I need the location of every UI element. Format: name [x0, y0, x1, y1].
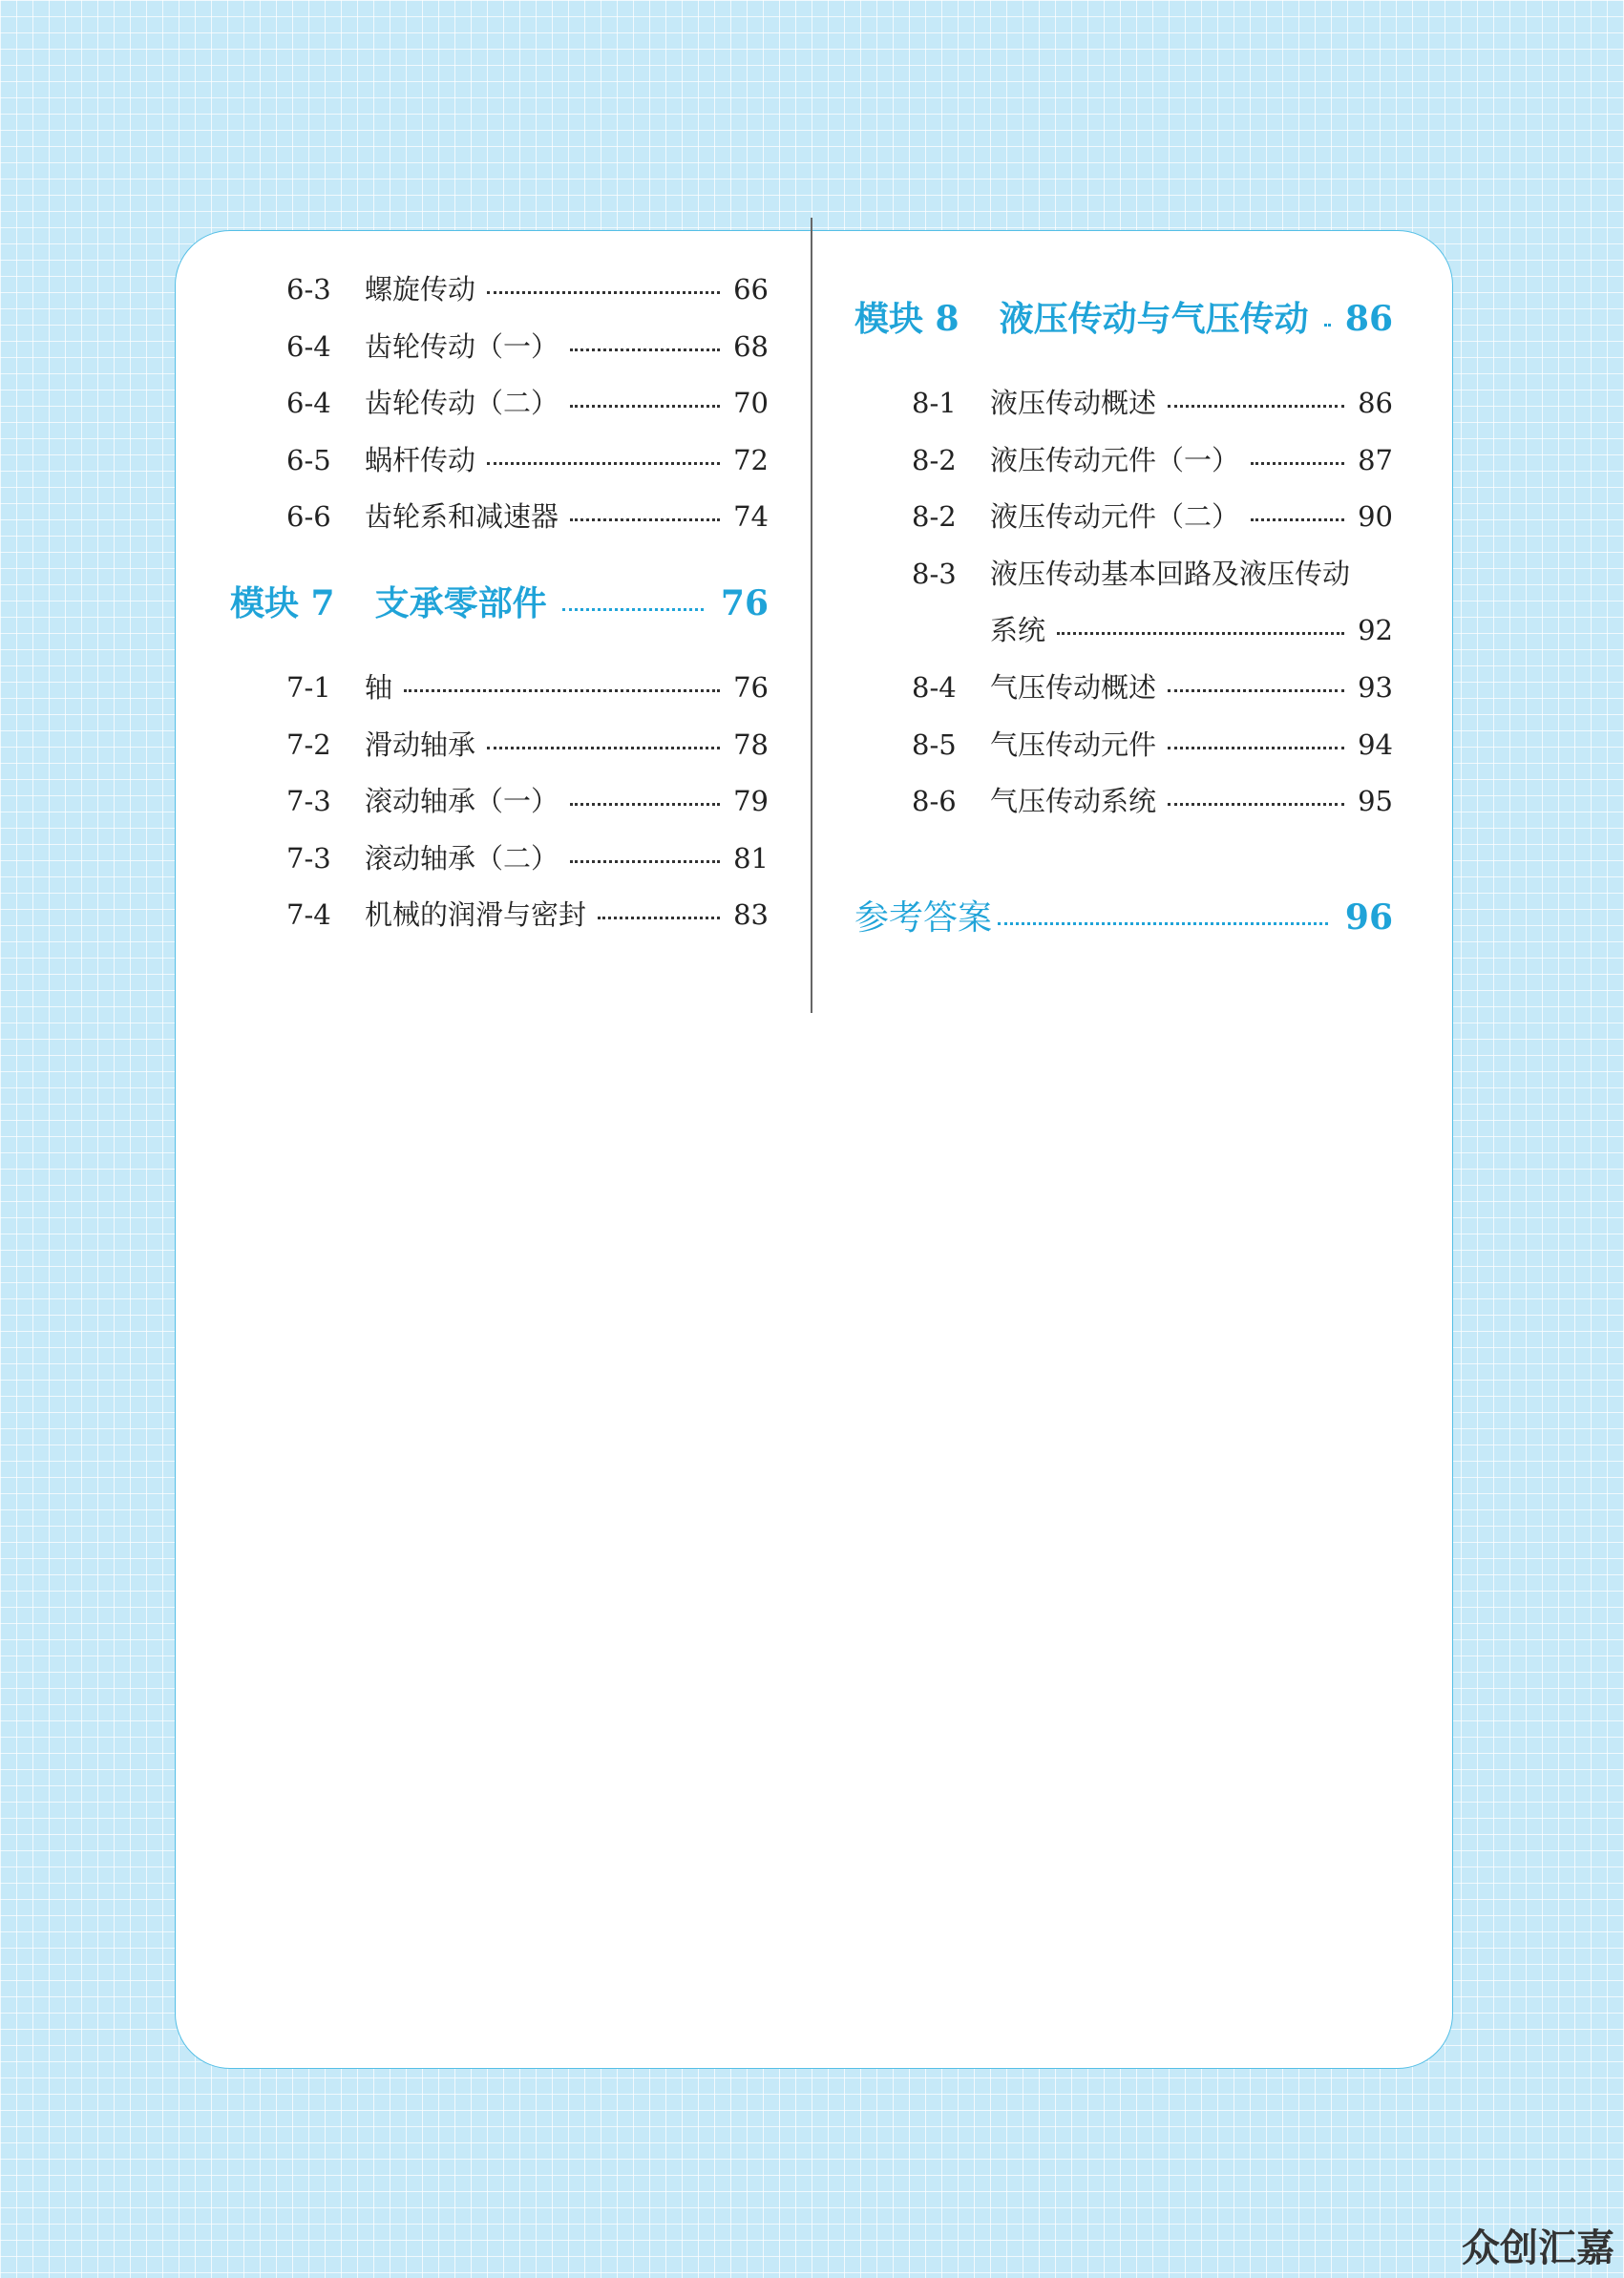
dot-leader: [570, 405, 720, 408]
entry-title: 轴: [365, 671, 393, 704]
toc-entry-8-5[interactable]: [912, 724, 1393, 762]
dot-leader: [1251, 518, 1344, 521]
entry-title: 液压传动元件（二）: [990, 500, 1240, 533]
dot-leader: [1168, 405, 1344, 408]
entry-title: 液压传动元件（一）: [990, 444, 1240, 476]
toc-entry-8-2a[interactable]: [912, 439, 1393, 477]
entry-page: 93: [1358, 671, 1393, 704]
answers-heading[interactable]: [854, 891, 1393, 937]
module-page: 76: [720, 583, 769, 623]
toc-entry-8-2b[interactable]: [912, 496, 1393, 534]
module-7-heading[interactable]: [230, 577, 769, 622]
toc-entry-6-3[interactable]: [286, 268, 769, 306]
entry-page: 76: [733, 671, 769, 704]
toc-entry-6-6[interactable]: [286, 496, 769, 534]
entry-number: 7-3: [286, 785, 331, 817]
entry-page: 87: [1358, 444, 1393, 476]
entry-title-continuation: 系统: [990, 614, 1046, 646]
module-title: 支承零部件: [374, 583, 547, 623]
entry-title: 齿轮传动（一）: [365, 330, 559, 363]
entry-number: 8-5: [912, 728, 957, 761]
entry-page: 78: [733, 728, 769, 761]
dot-leader: [1168, 747, 1344, 749]
entry-title: 气压传动概述: [990, 671, 1157, 704]
toc-entry-7-2[interactable]: [286, 724, 769, 762]
dot-leader: [562, 608, 704, 611]
entry-page: 79: [733, 785, 769, 817]
toc-entry-7-1[interactable]: [286, 666, 769, 705]
entry-title: 机械的润滑与密封: [365, 898, 587, 931]
entry-number: 6-3: [286, 273, 331, 306]
entry-title: 齿轮传动（二）: [365, 387, 559, 419]
watermark-logo: 众创汇嘉: [1462, 2226, 1614, 2270]
dot-leader: [1251, 462, 1344, 465]
entry-number: 6-4: [286, 387, 331, 419]
toc-entry-6-5[interactable]: [286, 439, 769, 477]
entry-number: 7-2: [286, 728, 331, 761]
entry-title: 齿轮系和减速器: [365, 500, 559, 533]
toc-entry-8-3[interactable]: [912, 553, 1393, 591]
answers-title: 参考答案: [854, 898, 993, 938]
column-divider: [811, 218, 812, 1013]
dot-leader: [1168, 689, 1344, 692]
toc-entry-7-3b[interactable]: [286, 837, 769, 875]
entry-page: 94: [1358, 728, 1393, 761]
entry-number: 8-4: [912, 671, 957, 704]
entry-title: 液压传动概述: [990, 387, 1157, 419]
entry-number: 8-3: [912, 558, 957, 590]
dot-leader: [404, 689, 720, 692]
entry-number: 6-6: [286, 500, 331, 533]
entry-number: 8-1: [912, 387, 957, 419]
entry-page: 86: [1358, 387, 1393, 419]
module-label: 模块 7: [230, 583, 335, 623]
toc-entry-8-4[interactable]: [912, 666, 1393, 705]
entry-title: 气压传动元件: [990, 728, 1157, 761]
toc-entry-6-4a[interactable]: [286, 326, 769, 364]
entry-number: 8-2: [912, 444, 957, 476]
entry-title: 蜗杆传动: [365, 444, 476, 476]
entry-number: 6-4: [286, 330, 331, 363]
entry-title: 螺旋传动: [365, 273, 476, 306]
entry-number: 7-4: [286, 898, 331, 931]
answers-page: 96: [1344, 897, 1393, 938]
dot-leader: [487, 747, 720, 749]
dot-leader: [570, 518, 720, 521]
toc-entry-6-4b[interactable]: [286, 382, 769, 420]
dot-leader: [570, 860, 720, 863]
module-8-heading[interactable]: [854, 292, 1393, 338]
dot-leader: [998, 922, 1328, 925]
entry-number: 7-3: [286, 842, 331, 875]
entry-title: 滚动轴承（一）: [365, 785, 559, 817]
entry-title: 滚动轴承（二）: [365, 842, 559, 875]
toc-entry-8-6[interactable]: [912, 780, 1393, 818]
toc-entry-7-3a[interactable]: [286, 780, 769, 818]
entry-page: 92: [1358, 614, 1393, 646]
entry-page: 66: [733, 273, 769, 306]
dot-leader: [1168, 803, 1344, 806]
entry-page: 70: [733, 387, 769, 419]
entry-number: 8-6: [912, 785, 957, 817]
entry-title: 气压传动系统: [990, 785, 1157, 817]
dot-leader: [598, 917, 720, 919]
entry-page: 95: [1358, 785, 1393, 817]
dot-leader: [1057, 632, 1344, 635]
entry-number: 7-1: [286, 671, 331, 704]
dot-leader: [570, 348, 720, 351]
entry-number: 6-5: [286, 444, 331, 476]
dot-leader: [1324, 324, 1328, 327]
entry-title: 滑动轴承: [365, 728, 476, 761]
dot-leader: [487, 291, 720, 294]
toc-entry-7-4[interactable]: [286, 894, 769, 932]
module-page: 86: [1344, 299, 1393, 339]
entry-title: 液压传动基本回路及液压传动: [990, 558, 1351, 590]
entry-page: 72: [733, 444, 769, 476]
dot-leader: [570, 803, 720, 806]
toc-entry-8-1[interactable]: [912, 382, 1393, 420]
entry-page: 74: [733, 500, 769, 533]
entry-page: 68: [733, 330, 769, 363]
module-title: 液压传动与气压传动: [999, 299, 1309, 339]
dot-leader: [487, 462, 720, 465]
entry-number: 8-2: [912, 500, 957, 533]
toc-entry-8-3-continuation[interactable]: [990, 609, 1393, 647]
entry-page: 83: [733, 898, 769, 931]
entry-page: 81: [733, 842, 769, 875]
entry-page: 90: [1358, 500, 1393, 533]
module-label: 模块 8: [854, 299, 960, 339]
